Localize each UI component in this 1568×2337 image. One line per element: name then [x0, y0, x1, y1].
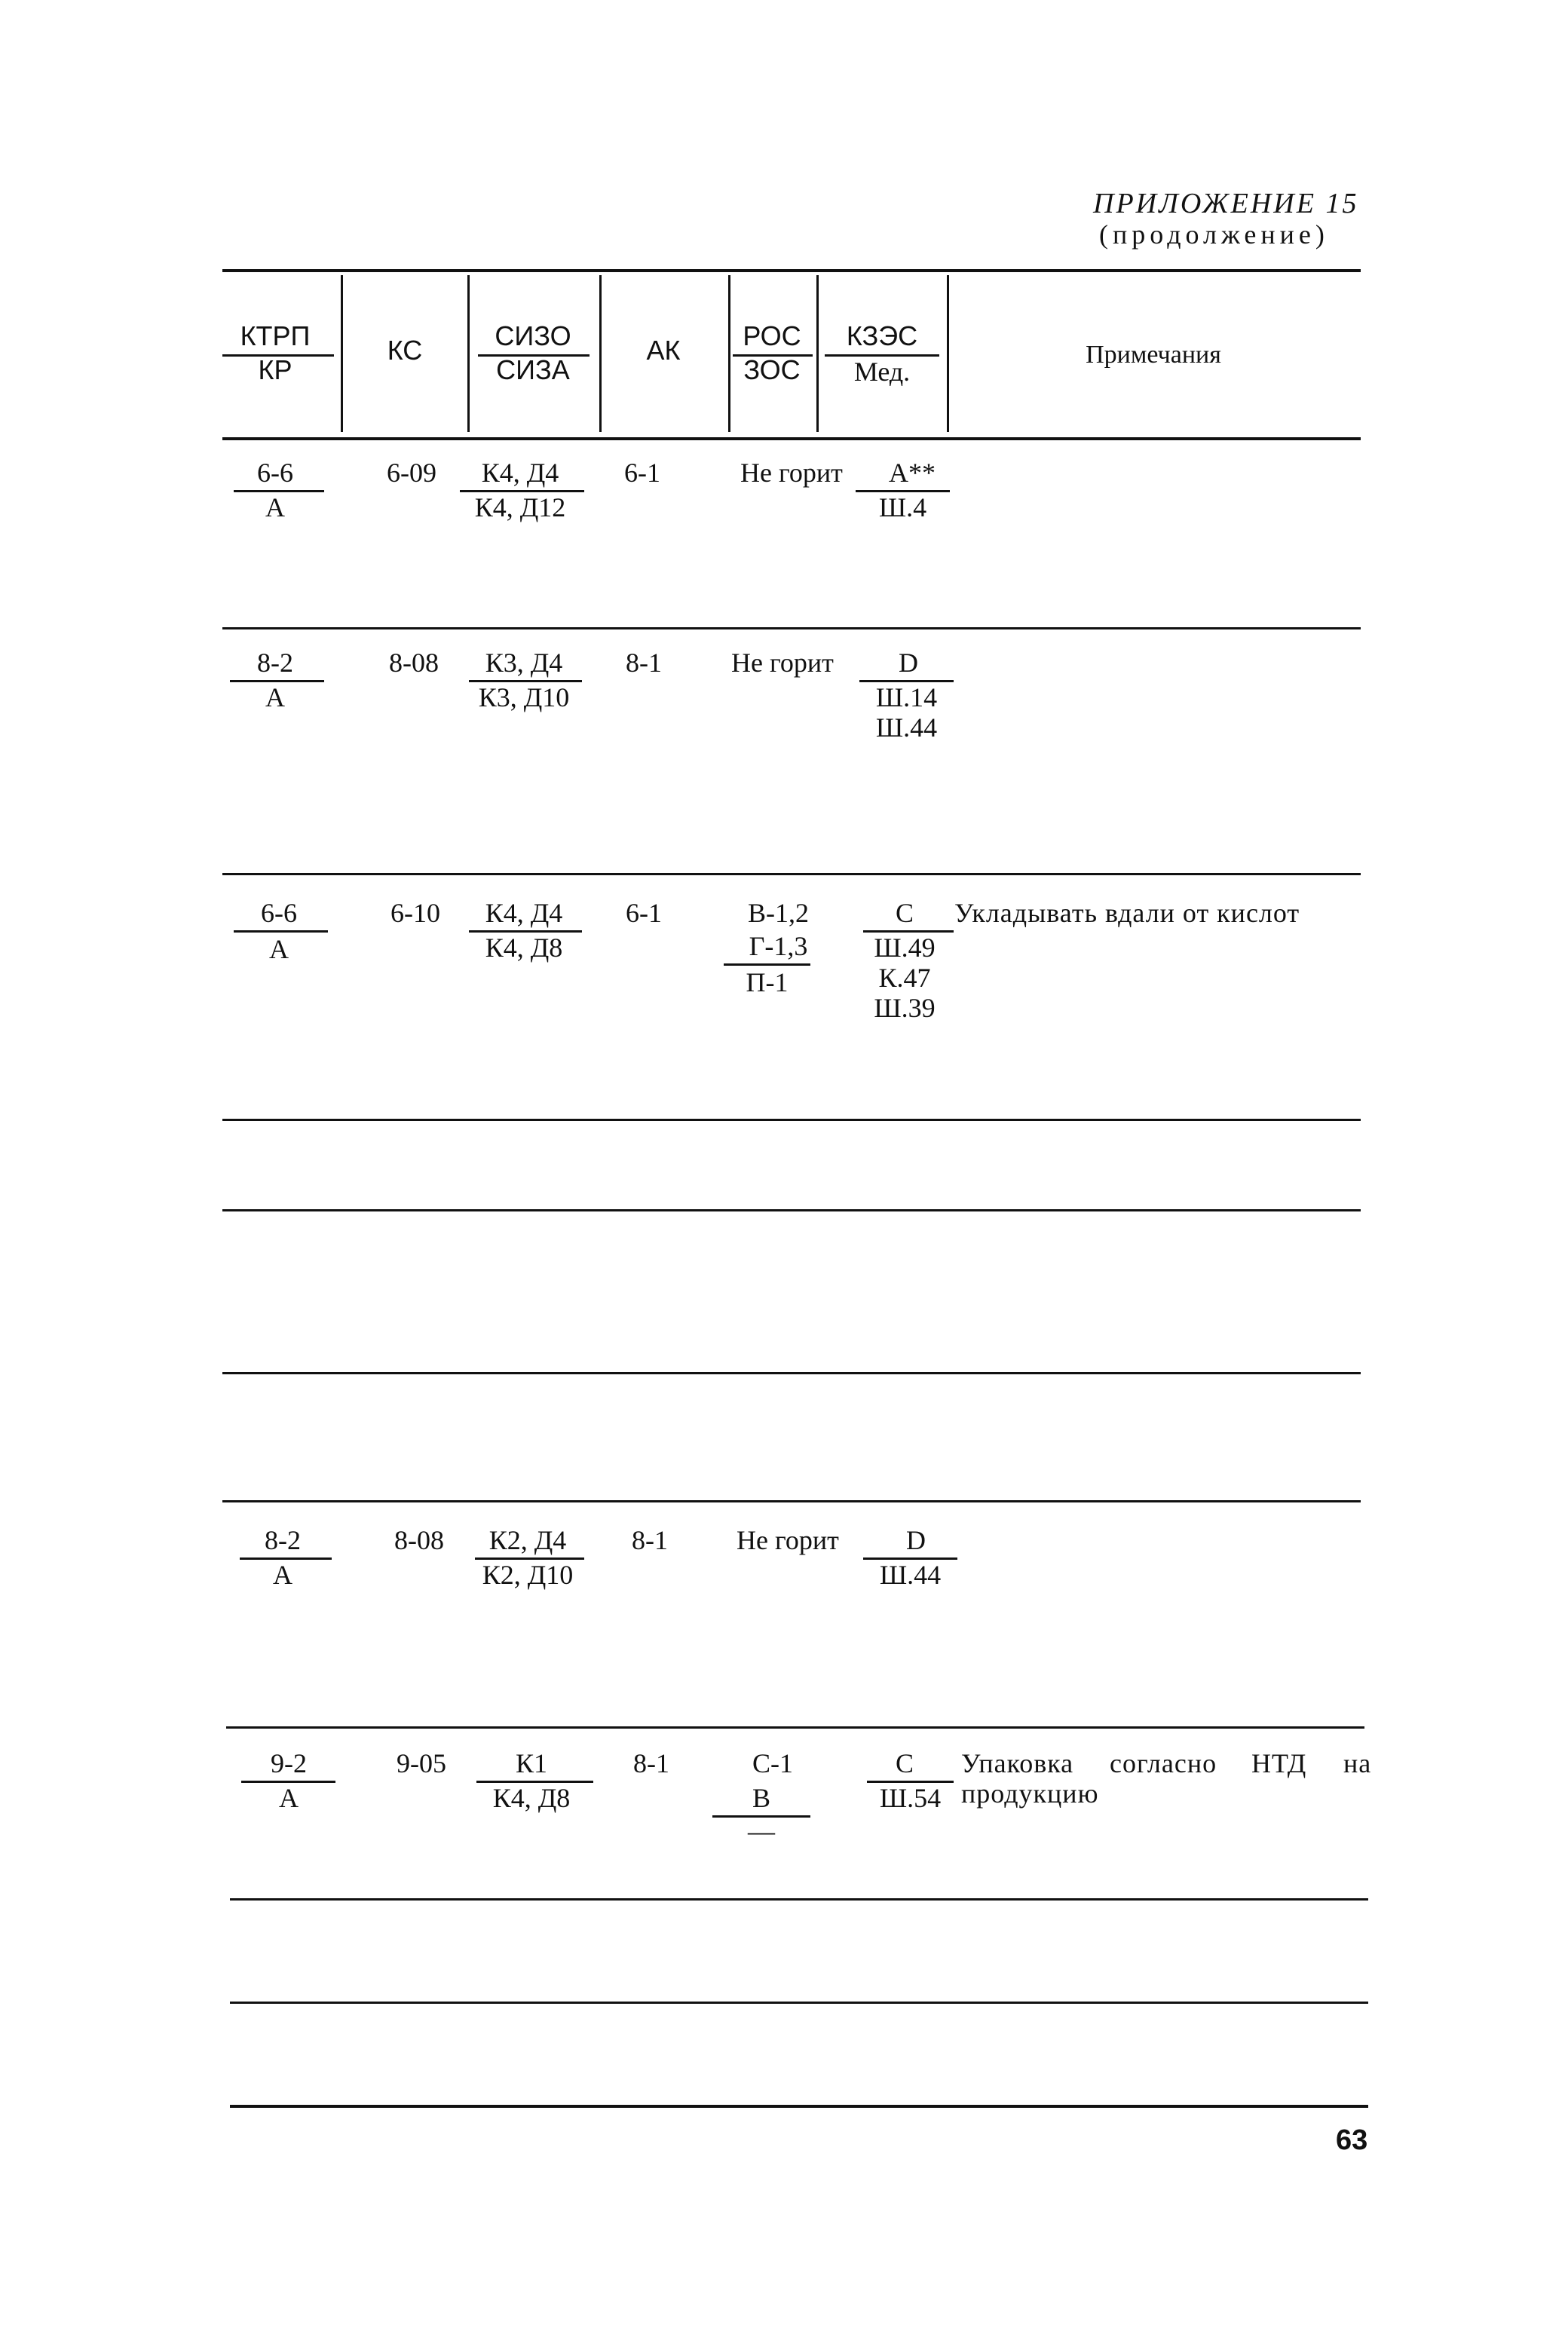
row-ktrp: 9-2: [271, 1748, 307, 1778]
row-kr: А: [265, 682, 285, 712]
fraction-bar: [234, 930, 328, 933]
row-kr: А: [279, 1783, 299, 1813]
column-med: Мед.: [853, 357, 911, 387]
row-kzes: C: [895, 898, 914, 928]
appendix-title: ПРИЛОЖЕНИЕ 15: [1093, 188, 1359, 219]
column-divider: [947, 275, 949, 432]
table-header-rule: [222, 437, 1361, 440]
row-med: Ш.39: [874, 993, 936, 1023]
row-med: Ш.49: [874, 933, 936, 963]
row-divider: [222, 1119, 1361, 1121]
column-ktrp: КТРП: [240, 320, 311, 351]
column-divider: [599, 275, 602, 432]
row-med: К.47: [878, 963, 931, 993]
row-ros: В-1,2: [748, 898, 809, 928]
table-bottom-rule: [230, 2105, 1368, 2108]
row-ktrp: 6-6: [257, 458, 293, 488]
column-sizo: СИЗО: [495, 320, 571, 351]
row-ros: Не горит: [740, 458, 843, 488]
row-note-word: НТД: [1251, 1748, 1307, 1778]
row-med: Ш.54: [879, 1783, 942, 1813]
row-siza: К4, Д8: [485, 933, 563, 963]
row-note-word: Упаковка: [961, 1748, 1074, 1778]
row-sizo: К2, Д4: [488, 1525, 567, 1555]
row-siza: К4, Д8: [492, 1783, 571, 1813]
row-sizo: К1: [515, 1748, 547, 1778]
row-ks: 8-08: [394, 1525, 444, 1555]
row-kr: А: [273, 1560, 292, 1590]
row-kzes: D: [906, 1525, 926, 1555]
row-divider: [222, 1372, 1361, 1374]
row-ros: Не горит: [737, 1525, 839, 1555]
row-note: Укладывать вдали от кислот: [954, 898, 1300, 928]
row-kr: А: [265, 492, 285, 522]
column-divider: [341, 275, 343, 432]
row-ak: 6-1: [626, 898, 662, 928]
row-divider: [222, 1500, 1361, 1502]
row-note-word: согласно: [1110, 1748, 1217, 1778]
row-ktrp: 6-6: [261, 898, 297, 928]
column-zos: ЗОС: [743, 354, 801, 385]
column-kr: КР: [258, 354, 292, 385]
row-divider: [230, 1898, 1368, 1901]
row-note-word: продукцию: [961, 1778, 1099, 1809]
row-med: Ш.14: [875, 682, 938, 712]
row-divider: [230, 2002, 1368, 2004]
row-ks: 6-10: [390, 898, 440, 928]
row-ktrp: 8-2: [257, 648, 293, 678]
column-siza: СИЗА: [496, 354, 570, 385]
row-kzes: А**: [889, 458, 936, 488]
row-divider: [222, 1209, 1361, 1211]
row-ks: 6-09: [387, 458, 436, 488]
row-kzes: C: [895, 1748, 914, 1778]
row-siza: К2, Д10: [482, 1560, 574, 1590]
row-zos: П-1: [746, 967, 789, 997]
row-ak: 8-1: [632, 1525, 668, 1555]
column-ks: КС: [387, 335, 423, 366]
row-ros: С-1: [752, 1748, 793, 1778]
row-med: Ш.44: [879, 1560, 942, 1590]
column-kzes: КЗЭС: [846, 320, 918, 351]
row-siza: К4, Д12: [474, 492, 566, 522]
column-divider: [467, 275, 470, 432]
row-ak: 8-1: [626, 648, 662, 678]
row-ak: 6-1: [624, 458, 660, 488]
row-ros: Не горит: [731, 648, 834, 678]
row-ros: Г-1,3: [749, 931, 808, 961]
column-ros: РОС: [743, 320, 801, 351]
fraction-bar: [724, 963, 810, 966]
column-divider: [816, 275, 819, 432]
row-ktrp: 8-2: [265, 1525, 301, 1555]
row-med: Ш.4: [878, 492, 927, 522]
page-number: 63: [1336, 2124, 1368, 2156]
row-siza: К3, Д10: [478, 682, 570, 712]
column-notes: Примечания: [1086, 341, 1221, 369]
row-ks: 8-08: [389, 648, 439, 678]
column-divider: [728, 275, 730, 432]
table-top-rule: [222, 269, 1361, 272]
appendix-subtitle: (продолжение): [1099, 219, 1329, 250]
row-sizo: К4, Д4: [485, 898, 563, 928]
column-ak: АК: [646, 335, 681, 366]
row-med: Ш.44: [875, 712, 938, 743]
row-sizo: К3, Д4: [485, 648, 563, 678]
row-zos: —: [748, 1816, 775, 1846]
row-kr: А: [269, 934, 289, 964]
row-note-word: на: [1343, 1748, 1372, 1778]
row-divider: [222, 627, 1361, 629]
row-divider: [226, 1726, 1364, 1729]
row-ks: 9-05: [397, 1748, 446, 1778]
row-sizo: К4, Д4: [481, 458, 559, 488]
row-divider: [222, 873, 1361, 875]
row-ak: 8-1: [633, 1748, 669, 1778]
row-ros: В: [752, 1783, 770, 1813]
row-kzes: D: [899, 648, 918, 678]
